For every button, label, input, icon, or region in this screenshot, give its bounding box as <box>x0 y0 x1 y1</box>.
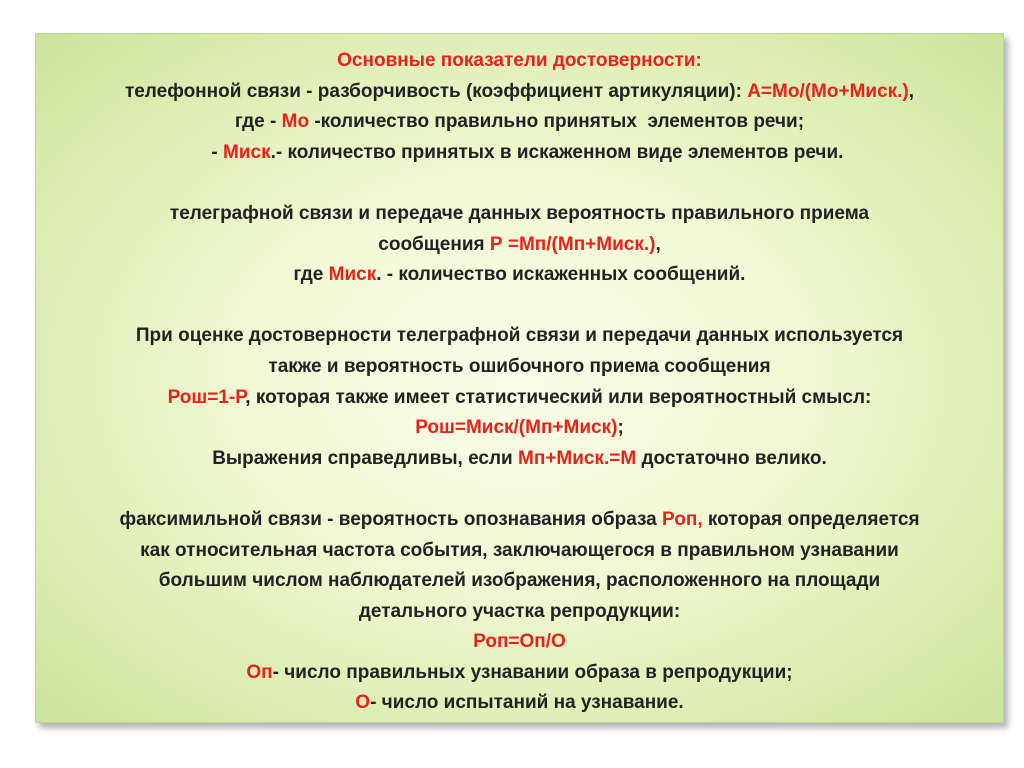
error-line-1: При оценке достоверности телеграфной связи и передачи данных используется <box>135 325 904 347</box>
facsimile-tail: которая определяется <box>702 508 920 530</box>
facsimile-text: факсимильной связи - вероятность опознавания образа <box>119 508 663 530</box>
telegraph-formula: Р =Мп/(Мп+Миск.) <box>489 233 656 255</box>
telephone-prefix: где - <box>234 111 282 133</box>
term-mo: Мо <box>281 111 310 133</box>
telegraph-term-definition: . - количество искаженных сообщений. <box>376 264 746 286</box>
spacer <box>36 168 1003 199</box>
telegraph-line-1: телеграфной связи и передаче данных вероятность правильного приема <box>169 202 870 224</box>
term-misk-definition: .- количество принятых в искаженном виде элементов речи. <box>270 141 844 163</box>
telegraph-text: сообщения <box>378 233 490 255</box>
term-op-definition: - число правильных узнавании образа в репродукции; <box>272 661 793 683</box>
facsimile-term-rop: Роп, <box>662 508 703 530</box>
facsimile-line-1 <box>36 505 1003 536</box>
term-o: О <box>355 692 371 714</box>
error-formula-2: Рош=Миск/(Мп+Миск) <box>415 417 618 439</box>
telephone-line-3 <box>36 138 1003 169</box>
error-line-2: также и вероятность ошибочного приема сообщения <box>268 355 771 377</box>
error-text: , которая также имеет статистический или вероятностный смысл: <box>245 386 872 408</box>
facsimile-line-7 <box>36 688 1003 719</box>
telephone-line-2 <box>36 107 1003 138</box>
term-o-definition: - число испытаний на узнавание. <box>370 692 684 714</box>
telegraph-term-misk: Миск <box>328 264 377 286</box>
facsimile-formula: Роп=Оп/О <box>473 631 566 653</box>
telegraph-tail: , <box>655 233 661 255</box>
telephone-text: телефонной связи - разборчивость (коэффициент артикуляции): <box>124 80 748 102</box>
error-formula-1: Рош=1-Р <box>167 386 246 408</box>
slide-panel <box>35 33 1004 723</box>
condition-formula: Мп+Миск.=М <box>518 447 637 469</box>
telephone-line-1 <box>36 77 1003 108</box>
term-mo-definition: -количество правильно принятых элементов речи; <box>309 111 805 133</box>
error-line-3 <box>36 383 1003 414</box>
spacer <box>36 474 1003 505</box>
condition-text: Выражения справедливы, если <box>212 447 519 469</box>
telegraph-prefix: где <box>293 264 329 286</box>
telegraph-line-2 <box>36 230 1003 261</box>
telephone-prefix-2: - <box>195 141 224 163</box>
term-op: Оп <box>246 661 273 683</box>
facsimile-line-4: детального участка репродукции: <box>358 600 681 622</box>
facsimile-line-3: большим числом наблюдателей изображения, расположенного на площади <box>158 570 881 592</box>
facsimile-line-6 <box>36 658 1003 689</box>
error-line-5 <box>36 444 1003 475</box>
facsimile-line-2: как относительная частота события, заключающегося в правильном узнавании <box>140 539 899 561</box>
error-tail: ; <box>617 417 624 439</box>
slide-content <box>36 46 1003 719</box>
error-line-4 <box>36 413 1003 444</box>
term-misk: Миск <box>223 141 271 163</box>
condition-tail: достаточно велико. <box>636 447 827 469</box>
telephone-formula: А=Мо/(Мо+Миск.) <box>747 80 909 102</box>
slide-title: Основные показатели достоверности: <box>337 50 702 71</box>
telegraph-line-3 <box>36 260 1003 291</box>
spacer <box>36 291 1003 322</box>
telephone-tail: , <box>908 80 915 102</box>
